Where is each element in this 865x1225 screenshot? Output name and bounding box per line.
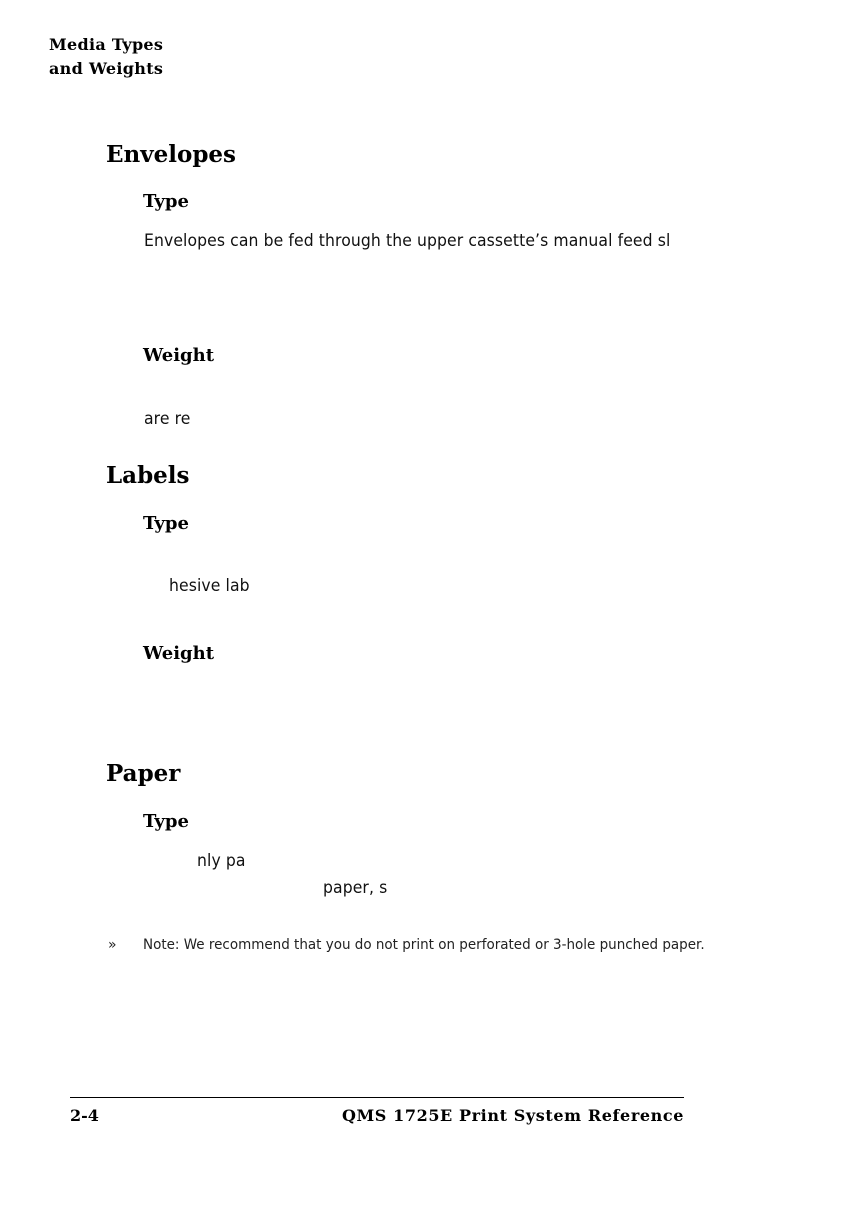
section-heading-envelopes: Envelopes bbox=[106, 141, 236, 168]
subheading-paper-type: Type bbox=[143, 811, 189, 832]
section-heading-paper: Paper bbox=[106, 760, 181, 787]
note-marker-icon: » bbox=[108, 937, 117, 953]
footer-page-number: 2-4 bbox=[70, 1106, 99, 1125]
envelopes-type-text: Envelopes can be fed through the upper cassette’s manual feed sl bbox=[144, 231, 671, 251]
subheading-envelopes-weight: Weight bbox=[143, 345, 215, 366]
paper-type-text-line-1: nly pa bbox=[197, 851, 246, 871]
paper-type-text-line-2: paper, s bbox=[323, 878, 388, 898]
footer-title: QMS 1725E Print System Reference bbox=[341, 1106, 684, 1125]
subheading-labels-type: Type bbox=[143, 513, 189, 534]
footer-rule bbox=[70, 1097, 684, 1098]
running-head bbox=[49, 33, 163, 81]
running-head-line-1: Media Types bbox=[49, 35, 164, 54]
subheading-labels-weight: Weight bbox=[143, 643, 215, 664]
envelopes-weight-text: are re bbox=[144, 409, 191, 429]
subheading-envelopes-type: Type bbox=[143, 191, 189, 212]
note-text: Note: We recommend that you do not print on perforated or 3-hole punched paper. bbox=[143, 937, 705, 953]
labels-type-text: hesive lab bbox=[169, 576, 250, 596]
running-head-line-2: and Weights bbox=[49, 59, 164, 78]
section-heading-labels: Labels bbox=[106, 462, 190, 489]
